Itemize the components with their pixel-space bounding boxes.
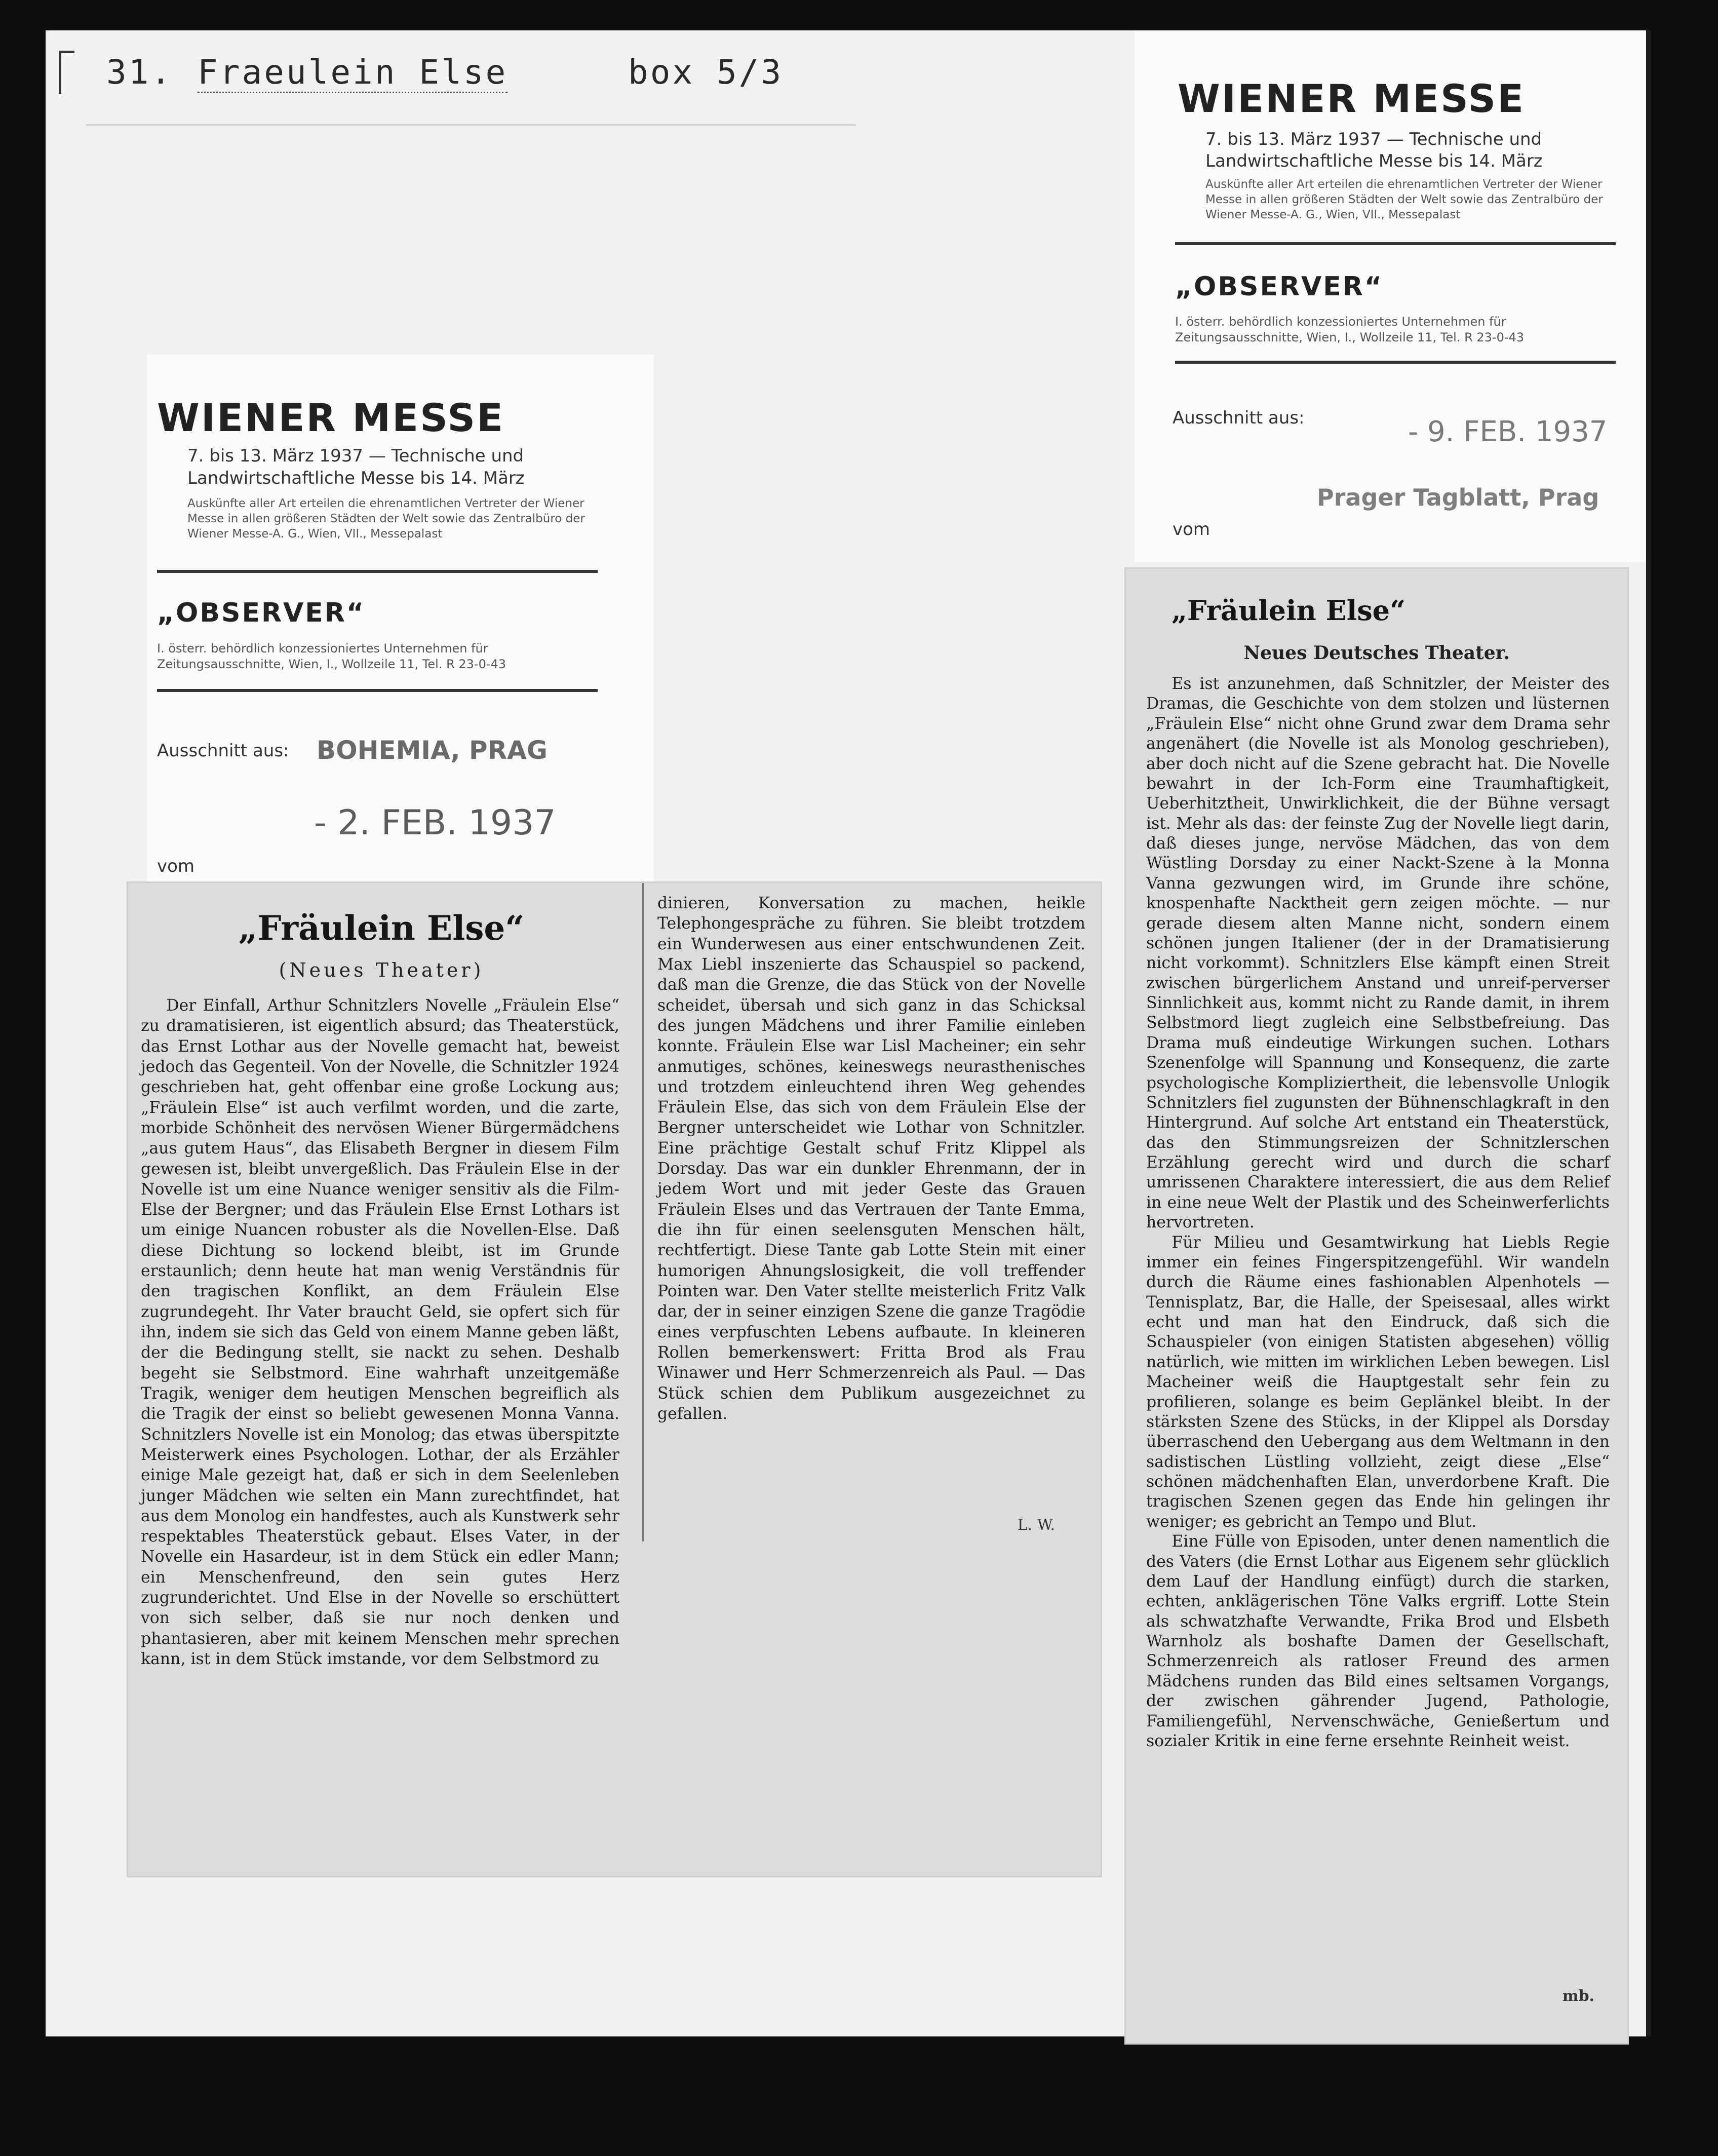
observer-stamp-right (1135, 30, 1646, 562)
article-col-2 (650, 883, 1090, 1562)
article-paragraph-2: Für Milieu und Gesamtwirkung hat Liebls Regie immer ein feines Fingerspitzengefühl. Wir wandeln durch die Räume eines fashionablen Alpenhotels — Tennisplatz, Bar, die Halle, der Speisesaal, alles wirkt echt und man hat den Eindruck, daß sich die Schauspieler (von einigen Statisten abgesehen) völlig natürlich, wie mitten im wirklichen Leben bewegen. Lisl Macheiner weiß die Hauptgestalt sehr fein zu profilieren, solange es beim Geplänkel bleibt. In der stärksten Szene des Stücks, in der Klippel als Dorsday überraschend den Uebergang aus dem Weltmann in den sadistischen Lüstling vollzieht, zeigt diese „Else“ schönen mädchenhaften Elan, unverdorbene Kraft. Die tragischen Szenen gegen das Ende hin gelingen ihr weniger; es gebricht an Tempo und Blut. (1146, 1233, 1610, 1531)
article-clipping-right (1124, 567, 1629, 2045)
source-stamp: BOHEMIA, PRAG (317, 736, 548, 765)
stamp-info: Auskünfte aller Art erteilen die ehrenamtlichen Vertreter der Wiener Messe in allen größeren Städten der Welt sowie das Zentralbüro der Wiener Messe-A. G., Wien, VII., Messepalast (187, 497, 585, 541)
stamp-dates-2: Landwirtschaftliche Messe bis 14. März (187, 468, 525, 488)
stamp-info: Auskünfte aller Art erteilen die ehrenamtlichen Vertreter der Wiener Messe in allen größeren Städten der Welt sowie das Zentralbüro der Wiener Messe-A. G., Wien, VII., Messepalast (1205, 178, 1603, 221)
stamp-dates: 7. bis 13. März 1937 — Technische und (187, 446, 524, 466)
stamp-rule (157, 570, 598, 573)
source-stamp: Prager Tagblatt, Prag (1317, 484, 1599, 511)
article-col-1 (128, 883, 635, 1876)
date-stamp: - 9. FEB. 1937 (1408, 415, 1608, 448)
article-paragraph: Der Einfall, Arthur Schnitzlers Novelle „Fräulein Else“ zu dramatisieren, ist eigentlich absurd; das Theaterstück, das Ernst Lothar aus der Novelle gemacht hat, beweist jedoch das Gegenteil. Von der Novelle, die Schnitzler 1924 geschrieben hat, geht offenbar eine große Lockung aus; „Fräulein Else“ ist auch verfilmt worden, und die zarte, morbide Schönheit des nervösen Wiener Bürgermädchens „aus gutem Haus“, das Elisabeth Bergner in diesem Film gewesen ist, bleibt unvergeßlich. Das Fräulein Else in der Novelle ist um eine Nuance weniger sensitiv als die Film-Else der Bergner; und das Fräulein Else Ernst Lothars ist um einige Nuancen robuster als die Novellen-Else. Daß diese Dichtung so lockend bleibt, ist im Grunde erstaunlich; denn heute hat man wenig Verständnis für den tragischen Konflikt, an dem Fräulein Else zugrundegeht. Ihr Vater braucht Geld, sie opfert sich für ihn, indem sie sich das Geld von einem Manne geben läßt, der die Bedingung stellt, sie nackt zu sehen. Deshalb begeht sie Selbstmord. Eine wahrhaft unzeitgemäße Tragik, weniger dem heutigen Menschen begreiflich als die Tragik der einst so beliebt gewesenen Monna Vanna. Schnitzlers Novelle ist ein Monolog; das etwas überspitzte Meisterwerk eines Psychologen. Lothar, der als Erzähler einige Male gezeigt hat, daß er sich in dem Seelenleben junger Mädchen wie selten ein Mann zurechtfindet, hat aus dem Monolog ein handfestes, auch als Kunstwerk sehr respektables Theaterstück gebaut. Elses Vater, in der Novelle ein Hasardeur, ist in dem Stück ein edler Mann; ein Menschenfreund, den sein gutes Herz zugrunderichtet. Und Else in der Novelle so erschüttert von sich selber, daß sie nur noch denken und phantasieren, aber mit keinem Menschen mehr sprechen kann, ist in dem Stück imstande, vor dem Selbstmord zu (141, 996, 619, 1668)
box-label: box 5/3 (628, 53, 784, 92)
observer-info: I. österr. behördlich konzessioniertes Unternehmen für Zeitungsausschnitte, Wien, I., Wollzeile 11, Tel. R 23-0-43 (157, 641, 506, 672)
article-body-col-2 (657, 893, 1085, 1424)
stamp-wordmark: WIENER MESSE (1178, 76, 1526, 121)
article-subtitle: (Neues Theater) (279, 959, 484, 981)
cut-label: Ausschnitt aus: (157, 741, 289, 761)
vom-label: vom (1173, 519, 1211, 540)
observer-wordmark: „OBSERVER“ (157, 598, 366, 628)
cut-label: Ausschnitt aus: (1173, 408, 1305, 428)
stamp-rule-2 (1175, 361, 1616, 364)
corner-bracket (59, 51, 74, 94)
article-subtitle: Neues Deutsches Theater. (1243, 642, 1510, 664)
observer-info: I. österr. behördlich konzessioniertes Unternehmen für Zeitungsausschnitte, Wien, I., Wollzeile 11, Tel. R 23-0-43 (1175, 315, 1525, 345)
folder-number: 31. (106, 53, 173, 92)
column-rule (642, 883, 644, 1542)
article-paragraph-1: Es ist anzunehmen, daß Schnitzler, der Meister des Dramas, die Geschichte von dem stolzen und lüsternen „Fräulein Else“ nicht ohne Grund zwar dem Drama sehr angenähert (die Novelle ist als Monolog geschrieben), aber doch nicht auf die Szene gebracht hat. Die Novelle bewahrt in der Ich-Form eine Traumhaftigkeit, Ueberhitztheit, Unwirklichkeit, die der Bühne versagt ist. Mehr als das: der feinste Zug der Novelle liegt darin, daß dieses junge, nervöse Mädchen, das von dem Wüstling Dorsday zu einer Nackt-Szene à la Monna Vanna gezwungen wird, im Grunde ihre schöne, knospenhafte Nacktheit gern zeigen möchte. — nur gerade diesem alten Manne nicht, sondern einem schönen jungen Italiener (der in der Dramatisierung nicht vorkommt). Schnitzlers Else kämpft einen Streit zwischen bürgerlichem Anstand und unreif-perverser Sinnlichkeit aus, kommt nicht zu Rande damit, in ihrem Selbstmord liegt zugleich eine Selbstbefreiung. Das Drama muß eindeutige Wirkungen suchen. Lothars Szenenfolge will Spannung und Konsequenz, die zarte psychologische Kompliziertheit, die lebensvolle Unlogik Schnitzlers fiel zugunsten der Bühnenschlagkraft in den Hintergrund. Auf solche Art entstand ein Theaterstück, das den Stimmungsreizen der Schnitzlerschen Erzählung gerecht wird und durch die scharf umrissenen Charaktere interessiert, die aus dem Relief in eine neue Welt der Plastik und des Scheinwerferlichts hervortreten. (1146, 675, 1610, 1232)
stamp-rule (1175, 242, 1616, 245)
observer-stamp-left (147, 355, 653, 902)
stamp-wordmark: WIENER MESSE (157, 395, 505, 440)
article-signature: mb. (1562, 1987, 1594, 2005)
header-rule (86, 124, 856, 126)
date-stamp: - 2. FEB. 1937 (314, 803, 556, 843)
vom-label: vom (157, 856, 195, 876)
stamp-dates-2: Landwirtschaftliche Messe bis 14. März (1205, 151, 1543, 171)
archive-sheet (46, 30, 1646, 2036)
article-body (1146, 674, 1610, 1751)
article-paragraph: dinieren, Konversation zu machen, heikle Telephongespräche zu führen. Sie bleibt trotzdem ein Wunderwesen aus einer entschwundenen Zeit. Max Liebl inszenierte das Schauspiel so packend, daß man die Grenze, die das Stück von der Novelle scheidet, übersah und sich ganz in das Schicksal des jungen Mädchens und ihrer Familie einleben konnte. Fräulein Else war Lisl Macheiner; ein sehr anmutiges, schönes, keineswegs neurasthenisches und trotzdem einleuchtend ihren Weg gehendes Fräulein Else, das sich von dem Fräulein Else der Bergner unterscheidet wie Lothar von Schnitzler. Eine prächtige Gestalt schuf Fritz Klippel als Dorsday. Das war ein dunkler Ehrenmann, der in jedem Wort und mit jeder Geste das Grauen Fräulein Elses und das Vertrauen der Tante Emma, die ihn für einen seelensguten Menschen hält, rechtfertigt. Diese Tante gab Lotte Stein mit einer humorigen Ahnungslosigkeit, die voll treffender Pointen war. Den Vater stellte meisterlich Fritz Valk dar, der in seiner einzigen Szene die ganze Tragödie eines verpfuschten Lebens aufbaute. In kleineren Rollen bemerkenswert: Fritta Brod als Frau Winawer und Herr Schmerzenreich als Paul. — Das Stück schien dem Publikum ausgezeichnet zu gefallen. (657, 894, 1085, 1423)
stamp-dates: 7. bis 13. März 1937 — Technische und (1205, 129, 1542, 149)
article-title: „Fräulein Else“ (238, 908, 525, 948)
stamp-rule-2 (157, 689, 598, 692)
article-signature: L. W. (1017, 1516, 1055, 1534)
scan-edge (1646, 30, 1651, 2036)
article-title: „Fräulein Else“ (1172, 594, 1406, 627)
article-body-col-1 (141, 995, 619, 1669)
folder-title: Fraeulein Else (198, 53, 507, 93)
article-clipping-left (127, 881, 1102, 1877)
observer-wordmark: „OBSERVER“ (1175, 272, 1384, 302)
article-paragraph-3: Eine Fülle von Episoden, unter denen namentlich die des Vaters (die Ernst Lothar aus Eigenem sehr glücklich dem Lauf der Handlung einfügt) durch die starken, echten, anklägerischen Töne Valks ergriff. Lotte Stein als schwatzhafte Verwandte, Frika Brod und Elsbeth Warnholz als boshafte Damen der Gesellschaft, Schmerzenreich als ratloser Freund des armen Mädchens runden das Bild eines seltsamen Vorgangs, der zwischen gährender Jugend, Pathologie, Familiengefühl, Nervenschwäche, Genießertum und sozialer Kritik in eine ferne ersehnte Reinheit weist. (1146, 1532, 1610, 1750)
